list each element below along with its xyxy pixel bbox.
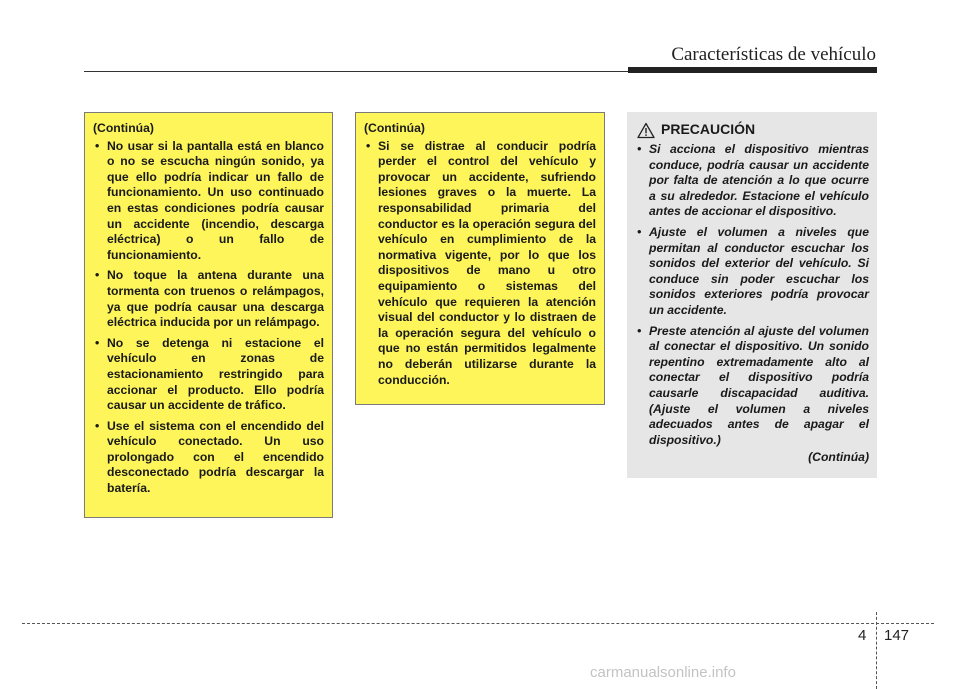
caution-title: PRECAUCIÓN (661, 121, 756, 138)
list-item: • Si acciona el dispositivo mientras conduce, podría causar un accidente por falta de atención a lo que ocurre a su alrededor. Estacione el vehículo antes de accionar el dispositivo. (635, 142, 869, 220)
continued-label: (Continúa) (364, 121, 425, 135)
watermark: carmanualsonline.info (590, 664, 736, 681)
warning-triangle-icon (637, 122, 655, 139)
continues-label: (Continúa) (808, 450, 869, 465)
list-item: • Use el sistema con el encendido del vehículo conectado. Un uso prolongado con el encendido desconectado podría descargar la batería. (93, 419, 324, 497)
page-number: 147 (884, 627, 910, 644)
header-divider-accent (628, 67, 877, 73)
middle-bullet-list (364, 139, 596, 389)
list-item: • No usar si la pantalla está en blanco o no se escucha ningún sonido, ya que ello podría indicar un fallo de funcionamiento. Un uso continuado en estas condiciones podría causar un accidente (incendio, descarga eléctrica) o un fallo de funcionamiento. (93, 139, 324, 264)
list-item: • Si se distrae al conducir podría perder el control del vehículo y provocar un accidente, sufriendo lesiones graves o la muerte. La responsabilidad primaria del conductor es la operación segura del vehículo en cumplimiento de la normativa vigente, por lo que los dispositivos de mano u otro equipamiento o sistemas del vehículo que requieren la atención visual del conductor y lo distraen de la operación segura del vehículo o que no están permitidos legalmente no deberán utilizarse durante la conducción. (364, 139, 596, 389)
list-item: • Preste atención al ajuste del volumen al conectar el dispositivo. Un sonido repentino extremadamente alto al conectar el dispositivo podría causarle discapacidad auditiva. (Ajuste el volumen a niveles adecuados antes de apagar el dispositivo.) (635, 324, 869, 449)
list-item: • No se detenga ni estacione el vehículo en zonas de estacionamiento restringido para accionar el producto. Ello podría causar un accidente de tráfico. (93, 336, 324, 414)
caution-bullet-list (635, 142, 869, 448)
middle-info-panel (355, 112, 605, 405)
continued-label: (Continúa) (93, 121, 154, 135)
chapter-number: 4 (858, 627, 867, 644)
header-divider (84, 71, 628, 72)
list-item: • No toque la antena durante una tormenta con truenos o relámpagos, ya que podría causar una descarga eléctrica inducida por un relámpago. (93, 268, 324, 330)
caution-header (637, 120, 869, 140)
footer-divider (22, 623, 934, 624)
footer-page-separator (876, 612, 877, 689)
left-bullet-list (93, 139, 324, 497)
section-title: Características de vehículo (671, 44, 876, 65)
caution-panel (627, 112, 877, 478)
list-item: • Ajuste el volumen a niveles que permitan al conductor escuchar los sonidos del exterior del vehículo. Si conduce sin poder escuchar los sonidos exteriores podría provocar un accidente. (635, 225, 869, 319)
left-info-panel (84, 112, 333, 518)
